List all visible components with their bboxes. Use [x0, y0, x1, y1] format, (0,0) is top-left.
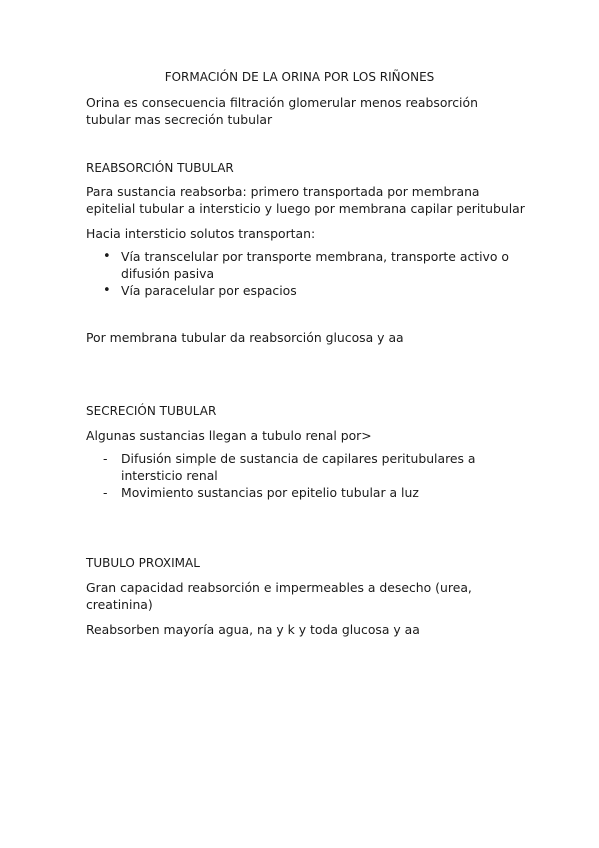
list-item: - Difusión simple de sustancia de capilares peritubulares a intersticio renal	[86, 450, 526, 484]
reabsorcion-paragraph-1: Para sustancia reabsorba: primero transportada por membrana epitelial tubular a intersticio y luego por membrana capilar peritubular	[86, 184, 525, 216]
secrecion-paragraph-1: Algunas sustancias llegan a tubulo renal por>	[86, 428, 372, 443]
reabsorcion-bullet-list	[86, 248, 526, 299]
heading-proximal: TUBULO PROXIMAL	[86, 556, 200, 570]
proximal-paragraph-2: Reabsorben mayoría agua, na y k y toda glucosa y aa	[86, 622, 420, 637]
list-item: • Vía paracelular por espacios	[86, 282, 526, 299]
reabsorcion-paragraph-2: Hacia intersticio solutos transportan:	[86, 226, 316, 241]
proximal-paragraph-1: Gran capacidad reabsorción e impermeables a desecho (urea, creatinina)	[86, 580, 472, 612]
intro-paragraph: Orina es consecuencia filtración glomerular menos reabsorción tubular mas secreción tubular	[86, 95, 478, 127]
document-title: FORMACIÓN DE LA ORINA POR LOS RIÑONES	[164, 70, 435, 84]
secrecion-dash-list	[86, 450, 526, 501]
list-item: • Vía transcelular por transporte membrana, transporte activo o difusión pasiva	[86, 248, 526, 282]
heading-reabsorcion: REABSORCIÓN TUBULAR	[86, 161, 234, 175]
heading-secrecion: SECRECIÓN TUBULAR	[86, 404, 217, 418]
reabsorcion-paragraph-3: Por membrana tubular da reabsorción glucosa y aa	[86, 330, 404, 345]
list-item: - Movimiento sustancias por epitelio tubular a luz	[86, 484, 526, 501]
